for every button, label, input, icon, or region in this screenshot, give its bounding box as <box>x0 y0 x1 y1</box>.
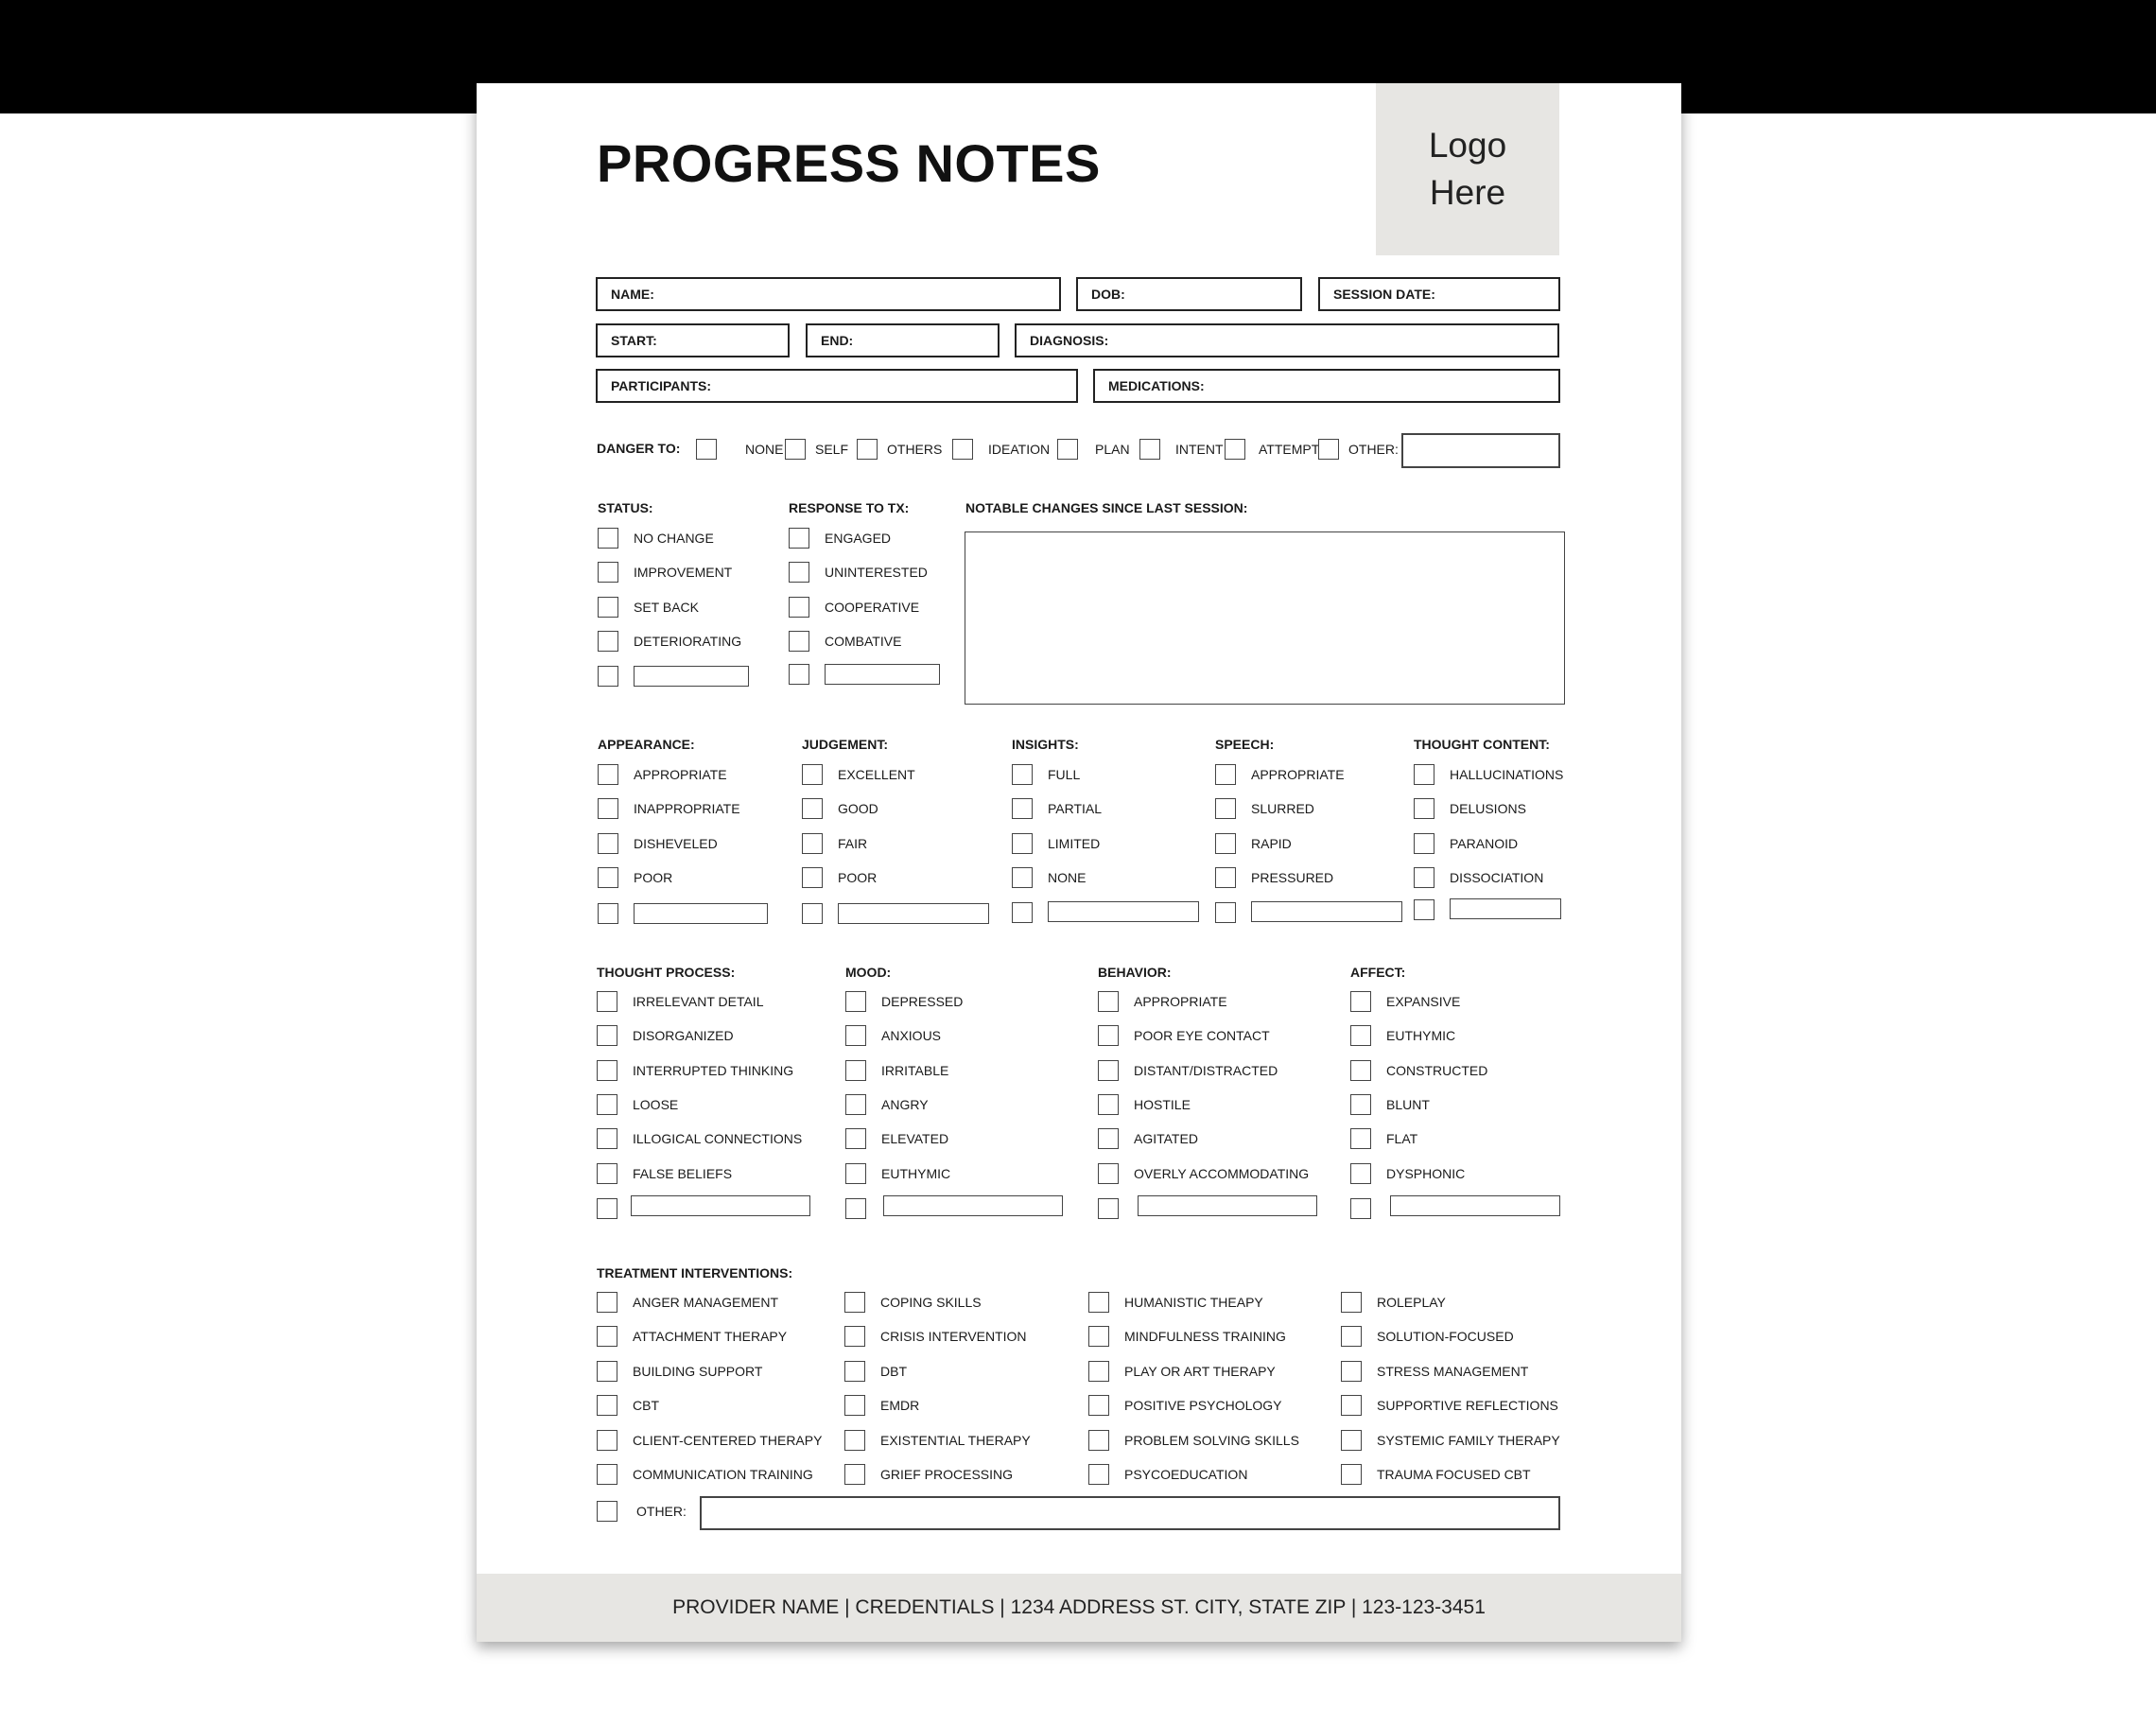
appearance-other-input[interactable] <box>634 903 768 924</box>
danger-self[interactable]: SELF <box>785 438 848 461</box>
mood-label: MOOD: <box>845 965 892 980</box>
treatment-option[interactable]: PSYCOEDUCATION <box>1088 1463 1247 1486</box>
checkbox[interactable] <box>1088 1292 1109 1313</box>
thought-process-option[interactable]: INTERRUPTED THINKING <box>597 1059 793 1082</box>
checkbox[interactable] <box>785 439 806 460</box>
checkbox[interactable] <box>1098 1094 1119 1115</box>
appearance-label: APPEARANCE: <box>598 737 695 752</box>
mood-other[interactable] <box>845 1197 866 1220</box>
response-option[interactable]: ENGAGED <box>789 527 891 549</box>
affect-label: AFFECT: <box>1350 965 1406 980</box>
checkbox[interactable] <box>597 1163 617 1184</box>
danger-label: DANGER TO: <box>597 441 681 456</box>
insights-option[interactable]: PARTIAL <box>1012 797 1102 820</box>
mood-option[interactable]: EUTHYMIC <box>845 1162 950 1185</box>
mood-option[interactable]: IRRITABLE <box>845 1059 948 1082</box>
judgement-other[interactable] <box>802 902 823 925</box>
affect-other[interactable] <box>1350 1197 1371 1220</box>
treatment-option[interactable]: SUPPORTIVE REFLECTIONS <box>1341 1394 1558 1417</box>
checkbox[interactable] <box>597 1060 617 1081</box>
checkbox[interactable] <box>789 664 809 685</box>
checkbox[interactable] <box>1088 1464 1109 1485</box>
checkbox[interactable] <box>597 1326 617 1347</box>
response-label: RESPONSE TO TX: <box>789 500 910 515</box>
checkbox[interactable] <box>844 1326 865 1347</box>
checkbox[interactable] <box>1088 1430 1109 1451</box>
checkbox[interactable] <box>1012 833 1033 854</box>
checkbox[interactable] <box>597 1361 617 1382</box>
treatment-option[interactable]: POSITIVE PSYCHOLOGY <box>1088 1394 1282 1417</box>
insights-option[interactable]: NONE <box>1012 866 1086 889</box>
checkbox[interactable] <box>1350 1198 1371 1219</box>
checkbox[interactable] <box>1012 902 1033 923</box>
insights-other-input[interactable] <box>1048 901 1199 922</box>
checkbox[interactable] <box>1225 439 1245 460</box>
thought-content-other[interactable] <box>1414 898 1434 921</box>
appearance-option[interactable]: APPROPRIATE <box>598 763 727 786</box>
danger-other[interactable]: OTHER: <box>1318 438 1399 461</box>
checkbox[interactable] <box>844 1292 865 1313</box>
treatment-option[interactable]: PLAY OR ART THERAPY <box>1088 1360 1276 1383</box>
dob-field[interactable]: DOB: <box>1076 277 1302 311</box>
mood-other-input[interactable] <box>883 1195 1063 1216</box>
treatment-option[interactable]: ROLEPLAY <box>1341 1291 1446 1314</box>
checkbox[interactable] <box>597 1464 617 1485</box>
behavior-option[interactable]: OVERLY ACCOMMODATING <box>1098 1162 1309 1185</box>
diagnosis-field[interactable]: DIAGNOSIS: <box>1015 323 1559 357</box>
checkbox[interactable] <box>802 833 823 854</box>
speech-other[interactable] <box>1215 901 1236 924</box>
checkbox[interactable] <box>597 1292 617 1313</box>
mood-option[interactable]: ANGRY <box>845 1093 929 1116</box>
behavior-option[interactable]: AGITATED <box>1098 1127 1198 1150</box>
affect-option[interactable]: FLAT <box>1350 1127 1417 1150</box>
thought-process-other[interactable] <box>597 1197 617 1220</box>
danger-none[interactable]: NONE <box>696 438 783 461</box>
thought-content-other-input[interactable] <box>1450 898 1561 919</box>
checkbox[interactable] <box>802 798 823 819</box>
thought-process-option[interactable]: DISORGANIZED <box>597 1024 734 1047</box>
treatment-option[interactable]: ATTACHMENT THERAPY <box>597 1325 787 1348</box>
speech-option[interactable]: APPROPRIATE <box>1215 763 1345 786</box>
checkbox[interactable] <box>597 1198 617 1219</box>
treatment-option[interactable]: COMMUNICATION TRAINING <box>597 1463 813 1486</box>
checkbox[interactable] <box>1350 1025 1371 1046</box>
insights-option[interactable]: FULL <box>1012 763 1080 786</box>
thought-process-option[interactable]: LOOSE <box>597 1093 678 1116</box>
name-field[interactable]: NAME: <box>596 277 1061 311</box>
checkbox[interactable] <box>845 1128 866 1149</box>
thought-process-option[interactable]: ILLOGICAL CONNECTIONS <box>597 1127 802 1150</box>
treatment-label: TREATMENT INTERVENTIONS: <box>597 1265 793 1281</box>
checkbox[interactable] <box>1350 1094 1371 1115</box>
treatment-option[interactable]: CLIENT-CENTERED THERAPY <box>597 1429 822 1452</box>
thought-process-label: THOUGHT PROCESS: <box>597 965 736 980</box>
status-label: STATUS: <box>598 500 653 515</box>
behavior-other-input[interactable] <box>1138 1195 1317 1216</box>
response-other-input[interactable] <box>825 664 940 685</box>
checkbox[interactable] <box>598 798 618 819</box>
affect-other-input[interactable] <box>1390 1195 1560 1216</box>
treatment-option[interactable]: HUMANISTIC THEAPY <box>1088 1291 1263 1314</box>
speech-option[interactable]: SLURRED <box>1215 797 1314 820</box>
treatment-option[interactable]: MINDFULNESS TRAINING <box>1088 1325 1286 1348</box>
mood-option[interactable]: DEPRESSED <box>845 990 963 1013</box>
page-title: PROGRESS NOTES <box>597 133 1101 193</box>
treatment-option[interactable]: EMDR <box>844 1394 919 1417</box>
checkbox[interactable] <box>802 903 823 924</box>
response-option[interactable]: COMBATIVE <box>789 630 901 653</box>
status-option[interactable]: DETERIORATING <box>598 630 741 653</box>
checkbox[interactable] <box>598 562 618 583</box>
judgement-label: JUDGEMENT: <box>802 737 889 752</box>
checkbox[interactable] <box>1350 1128 1371 1149</box>
checkbox[interactable] <box>1098 1163 1119 1184</box>
behavior-label: BEHAVIOR: <box>1098 965 1172 980</box>
treatment-option[interactable]: TRAUMA FOCUSED CBT <box>1341 1463 1531 1486</box>
behavior-option[interactable]: POOR EYE CONTACT <box>1098 1024 1270 1047</box>
checkbox[interactable] <box>952 439 973 460</box>
checkbox[interactable] <box>802 867 823 888</box>
checkbox[interactable] <box>598 764 618 785</box>
checkbox[interactable] <box>598 631 618 652</box>
checkbox[interactable] <box>597 1094 617 1115</box>
treatment-option[interactable]: SYSTEMIC FAMILY THERAPY <box>1341 1429 1560 1452</box>
checkbox[interactable] <box>1350 1060 1371 1081</box>
thought-process-other-input[interactable] <box>631 1195 810 1216</box>
checkbox[interactable] <box>1098 991 1119 1012</box>
checkbox[interactable] <box>597 1025 617 1046</box>
medications-field[interactable]: MEDICATIONS: <box>1093 369 1560 403</box>
checkbox[interactable] <box>597 991 617 1012</box>
checkbox[interactable] <box>1057 439 1078 460</box>
appearance-option[interactable]: INAPPROPRIATE <box>598 797 740 820</box>
insights-label: INSIGHTS: <box>1012 737 1079 752</box>
checkbox[interactable] <box>845 1025 866 1046</box>
checkbox[interactable] <box>789 597 809 618</box>
treatment-option[interactable]: CBT <box>597 1394 659 1417</box>
status-option[interactable]: IMPROVEMENT <box>598 561 732 584</box>
response-option[interactable]: UNINTERESTED <box>789 561 928 584</box>
checkbox[interactable] <box>1414 764 1434 785</box>
checkbox[interactable] <box>1341 1292 1362 1313</box>
checkbox[interactable] <box>844 1464 865 1485</box>
checkbox[interactable] <box>597 1430 617 1451</box>
checkbox[interactable] <box>789 631 809 652</box>
insights-option[interactable]: LIMITED <box>1012 832 1100 855</box>
checkbox[interactable] <box>1350 1163 1371 1184</box>
behavior-option[interactable]: DISTANT/DISTRACTED <box>1098 1059 1278 1082</box>
appearance-other[interactable] <box>598 902 618 925</box>
affect-option[interactable]: DYSPHONIC <box>1350 1162 1465 1185</box>
notable-changes-label: NOTABLE CHANGES SINCE LAST SESSION: <box>965 500 1248 515</box>
checkbox[interactable] <box>1414 833 1434 854</box>
session-date-field[interactable]: SESSION DATE: <box>1318 277 1560 311</box>
danger-other-input[interactable] <box>1401 433 1560 468</box>
affect-option[interactable]: EUTHYMIC <box>1350 1024 1455 1047</box>
behavior-option[interactable]: APPROPRIATE <box>1098 990 1227 1013</box>
checkbox[interactable] <box>1318 439 1339 460</box>
checkbox[interactable] <box>844 1361 865 1382</box>
checkbox[interactable] <box>597 1395 617 1416</box>
checkbox[interactable] <box>598 903 618 924</box>
end-field[interactable]: END: <box>806 323 1000 357</box>
checkbox[interactable] <box>845 991 866 1012</box>
checkbox[interactable] <box>789 528 809 549</box>
treatment-option[interactable]: COPING SKILLS <box>844 1291 982 1314</box>
treatment-option[interactable]: BUILDING SUPPORT <box>597 1360 762 1383</box>
participants-field[interactable]: PARTICIPANTS: <box>596 369 1078 403</box>
checkbox[interactable] <box>1215 833 1236 854</box>
treatment-option[interactable]: CRISIS INTERVENTION <box>844 1325 1027 1348</box>
checkbox[interactable] <box>802 764 823 785</box>
response-other[interactable] <box>789 663 809 686</box>
checkbox[interactable] <box>844 1395 865 1416</box>
checkbox[interactable] <box>1088 1361 1109 1382</box>
checkbox[interactable] <box>1350 991 1371 1012</box>
treatment-other-input[interactable] <box>700 1496 1560 1530</box>
judgement-option[interactable]: EXCELLENT <box>802 763 915 786</box>
thought-content-option[interactable]: PARANOID <box>1414 832 1518 855</box>
checkbox[interactable] <box>1012 867 1033 888</box>
judgement-option[interactable]: POOR <box>802 866 877 889</box>
checkbox[interactable] <box>1098 1198 1119 1219</box>
checkbox[interactable] <box>598 528 618 549</box>
checkbox[interactable] <box>1341 1395 1362 1416</box>
treatment-option[interactable]: DBT <box>844 1360 907 1383</box>
affect-option[interactable]: CONSTRUCTED <box>1350 1059 1487 1082</box>
notable-changes-textarea[interactable] <box>965 531 1565 705</box>
speech-label: SPEECH: <box>1215 737 1275 752</box>
checkbox[interactable] <box>1341 1464 1362 1485</box>
treatment-option[interactable]: SOLUTION-FOCUSED <box>1341 1325 1514 1348</box>
danger-intent[interactable]: INTENT <box>1139 438 1224 461</box>
judgement-option[interactable]: GOOD <box>802 797 878 820</box>
response-option[interactable]: COOPERATIVE <box>789 596 919 619</box>
thought-content-label: THOUGHT CONTENT: <box>1414 737 1550 752</box>
status-other[interactable] <box>598 665 618 688</box>
checkbox[interactable] <box>1414 798 1434 819</box>
treatment-option[interactable]: ANGER MANAGEMENT <box>597 1291 778 1314</box>
start-field[interactable]: START: <box>596 323 790 357</box>
treatment-option[interactable]: STRESS MANAGEMENT <box>1341 1360 1528 1383</box>
behavior-other[interactable] <box>1098 1197 1119 1220</box>
appearance-option[interactable]: POOR <box>598 866 672 889</box>
progress-notes-page <box>477 83 1681 1642</box>
checkbox[interactable] <box>1012 798 1033 819</box>
checkbox[interactable] <box>1098 1025 1119 1046</box>
treatment-option[interactable]: EXISTENTIAL THERAPY <box>844 1429 1031 1452</box>
danger-ideation[interactable]: IDEATION <box>952 438 1050 461</box>
checkbox[interactable] <box>598 666 618 687</box>
thought-content-option[interactable]: HALLUCINATIONS <box>1414 763 1563 786</box>
checkbox[interactable] <box>1414 867 1434 888</box>
checkbox[interactable] <box>598 833 618 854</box>
checkbox[interactable] <box>1215 764 1236 785</box>
checkbox[interactable] <box>1414 899 1434 920</box>
checkbox[interactable] <box>1088 1326 1109 1347</box>
checkbox[interactable] <box>1215 798 1236 819</box>
checkbox[interactable] <box>845 1060 866 1081</box>
thought-content-option[interactable]: DELUSIONS <box>1414 797 1526 820</box>
checkbox[interactable] <box>1012 764 1033 785</box>
insights-other[interactable] <box>1012 901 1033 924</box>
speech-option[interactable]: RAPID <box>1215 832 1292 855</box>
affect-option[interactable]: EXPANSIVE <box>1350 990 1460 1013</box>
appearance-option[interactable]: DISHEVELED <box>598 832 718 855</box>
behavior-option[interactable]: HOSTILE <box>1098 1093 1191 1116</box>
checkbox[interactable] <box>1139 439 1160 460</box>
thought-process-option[interactable]: FALSE BELIEFS <box>597 1162 732 1185</box>
thought-process-option[interactable]: IRRELEVANT DETAIL <box>597 990 763 1013</box>
checkbox[interactable] <box>857 439 878 460</box>
checkbox[interactable] <box>1098 1128 1119 1149</box>
checkbox[interactable] <box>845 1198 866 1219</box>
mood-option[interactable]: ANXIOUS <box>845 1024 941 1047</box>
speech-option[interactable]: PRESSURED <box>1215 866 1333 889</box>
status-option[interactable]: NO CHANGE <box>598 527 714 549</box>
checkbox[interactable] <box>845 1094 866 1115</box>
danger-plan[interactable]: PLAN <box>1057 438 1130 461</box>
treatment-other[interactable]: OTHER: <box>597 1500 687 1523</box>
checkbox[interactable] <box>598 867 618 888</box>
judgement-other-input[interactable] <box>838 903 989 924</box>
checkbox[interactable] <box>598 597 618 618</box>
checkbox[interactable] <box>789 562 809 583</box>
judgement-option[interactable]: FAIR <box>802 832 867 855</box>
checkbox[interactable] <box>597 1128 617 1149</box>
checkbox[interactable] <box>1341 1361 1362 1382</box>
checkbox[interactable] <box>844 1430 865 1451</box>
checkbox[interactable] <box>597 1501 617 1522</box>
checkbox[interactable] <box>1098 1060 1119 1081</box>
checkbox[interactable] <box>1215 902 1236 923</box>
status-other-input[interactable] <box>634 666 749 687</box>
speech-other-input[interactable] <box>1251 901 1402 922</box>
checkbox[interactable] <box>1341 1430 1362 1451</box>
treatment-option[interactable]: GRIEF PROCESSING <box>844 1463 1013 1486</box>
danger-attempt[interactable]: ATTEMPT <box>1225 438 1319 461</box>
checkbox[interactable] <box>1341 1326 1362 1347</box>
treatment-option[interactable]: PROBLEM SOLVING SKILLS <box>1088 1429 1299 1452</box>
checkbox[interactable] <box>1088 1395 1109 1416</box>
affect-option[interactable]: BLUNT <box>1350 1093 1430 1116</box>
checkbox[interactable] <box>696 439 717 460</box>
thought-content-option[interactable]: DISSOCIATION <box>1414 866 1543 889</box>
danger-others[interactable]: OTHERS <box>857 438 942 461</box>
status-option[interactable]: SET BACK <box>598 596 699 619</box>
checkbox[interactable] <box>845 1163 866 1184</box>
checkbox[interactable] <box>1215 867 1236 888</box>
logo-placeholder: Logo Here <box>1376 83 1559 255</box>
mood-option[interactable]: ELEVATED <box>845 1127 948 1150</box>
provider-footer: PROVIDER NAME | CREDENTIALS | 1234 ADDRESS ST. CITY, STATE ZIP | 123-123-3451 <box>477 1574 1681 1642</box>
